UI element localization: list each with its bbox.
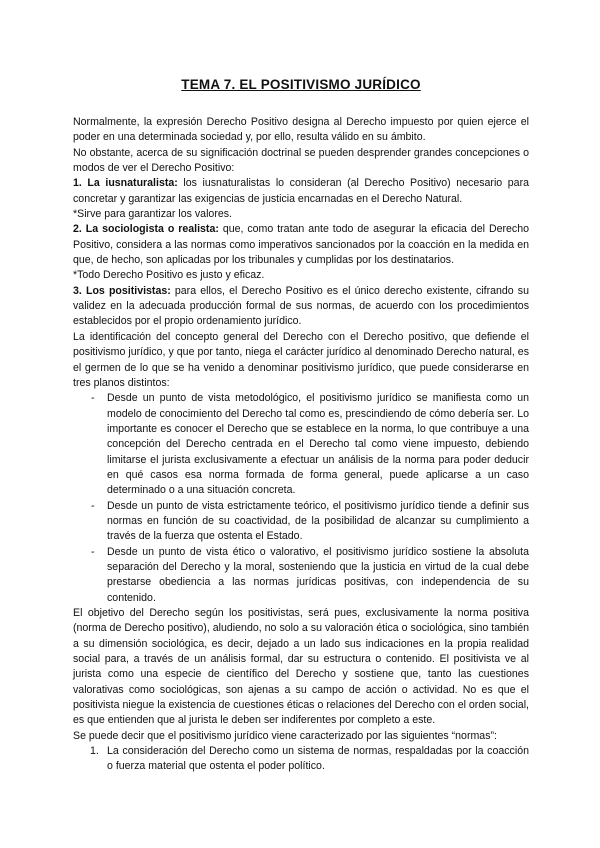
concepcion-text: para ellos, el Derecho Positivo es el único derecho existente, cifrando su validez en la adecuada producción formal de sus normas, de acuerdo con los procedimientos establecidos por el propio ordenamiento jurídico. <box>73 284 529 328</box>
list-item: - Desde un punto de vista estrictamente teórico, el positivismo jurídico tiende a definir sus normas en función de su coactividad, de la posibilidad de alcanzar su cumplimiento a través de la fuerza que ostenta el Estado. <box>107 499 529 545</box>
concepcion-sociologista <box>73 222 529 268</box>
list-item: - Desde un punto de vista metodológico, el positivismo jurídico se manifiesta como un modelo de conocimiento del Derecho tal como es, prescindiendo de cómo debería ser. Lo importante es conocer el Derecho que se establece en la norma, lo que contribuye a una concepción del Derecho centrada en el Derecho tal como viene impuesto, debiendo limitarse el jurista exclusivamente a efectuar un análisis de la norma para poder deducir en qué casos esa norma formada de forma general, puede aplicarse a un caso determinado o a una situación concreta. <box>107 391 529 498</box>
intro-paragraph: Normalmente, la expresión Derecho Positivo designa al Derecho impuesto por quien ejerce el poder en una determinada sociedad y, por ello, resulta válido en su ámbito. <box>73 116 529 144</box>
concepcion-text: los iusnaturalistas lo consideran (al Derecho Positivo) necesario para concretar y garantizar las exigencias de justicia encarnadas en el Derecho Natural. <box>73 177 529 205</box>
intro-paragraph-2: No obstante, acerca de su significación doctrinal se pueden desprender grandes concepciones o modos de ver el Derecho Positivo: <box>73 146 529 175</box>
objetivo-paragraph: El objetivo del Derecho según los positivistas, será pues, exclusivamente la norma positiva (norma de Derecho positivo), aludiendo, no solo a su valoración ética o sociológica, sino también a su dimensión sociológica, es decir, dejado a un lado sus indicaciones en la propia realidad social para, a través de un análisis formal, dar su estructura o contenido. El positivista ve al jurista como una especie de científico del Derecho y sostiene que, tanto las cuestiones valorativas como sociológicas, son ajenas a su campo de acción o actividad. No es que el positivista niegue la existencia de cuestiones éticas o relaciones del Derecho con el orden social, es que entienden que al jurista le deben ser indiferentes por completo a este. <box>73 607 529 727</box>
concepcion-label: 3. Los positivistas: <box>73 284 171 297</box>
planos-list <box>73 391 529 606</box>
document-body <box>73 115 529 775</box>
list-item <box>90 744 529 775</box>
list-item-text: La consideración del Derecho como un sistema de normas, respaldadas por la coacción o fuerza material que ostenta el poder político. <box>107 745 529 773</box>
concepcion-text: que, como tratan ante todo de asegurar la eficacia del Derecho Positivo, considera a las normas como imperativos sancionados por la coacción en la medida en que, de hecho, son aplicadas por los tribunales y cumplidas por los destinatarios. <box>73 223 529 267</box>
concepcion-label: 1. La iusnaturalista: <box>73 177 178 190</box>
concepcion-positivista <box>73 284 529 330</box>
list-item: - Desde un punto de vista ético o valorativo, el positivismo jurídico sostiene la absoluta separación del Derecho y la moral, sosteniendo que la justicia en virtud de la cual debe prestarse obediencia a las normas jurídicas positivas, con independencia de su contenido. <box>107 545 529 606</box>
identificacion-paragraph: La identificación del concepto general del Derecho con el Derecho positivo, que defiende el positivismo jurídico, y que por tanto, niega el carácter jurídico al denominado Derecho natural, es el germen de lo que se ha venido a denominar positivismo jurídico, que puede considerarse en tres planos distintos: <box>73 330 529 389</box>
caracterizado-paragraph: Se puede decir que el positivismo jurídico viene caracterizado por las siguientes “normas”: <box>73 729 497 742</box>
concepcion-note: *Todo Derecho Positivo es justo y eficaz. <box>73 269 265 282</box>
list-number: 1. <box>90 745 99 758</box>
concepcion-iusnaturalista <box>73 176 529 207</box>
page-title: TEMA 7. EL POSITIVISMO JURÍDICO <box>181 77 421 92</box>
normas-list <box>73 744 529 775</box>
concepcion-note: *Sirve para garantizar los valores. <box>73 208 232 221</box>
concepcion-label: 2. La sociologista o realista: <box>73 223 219 236</box>
